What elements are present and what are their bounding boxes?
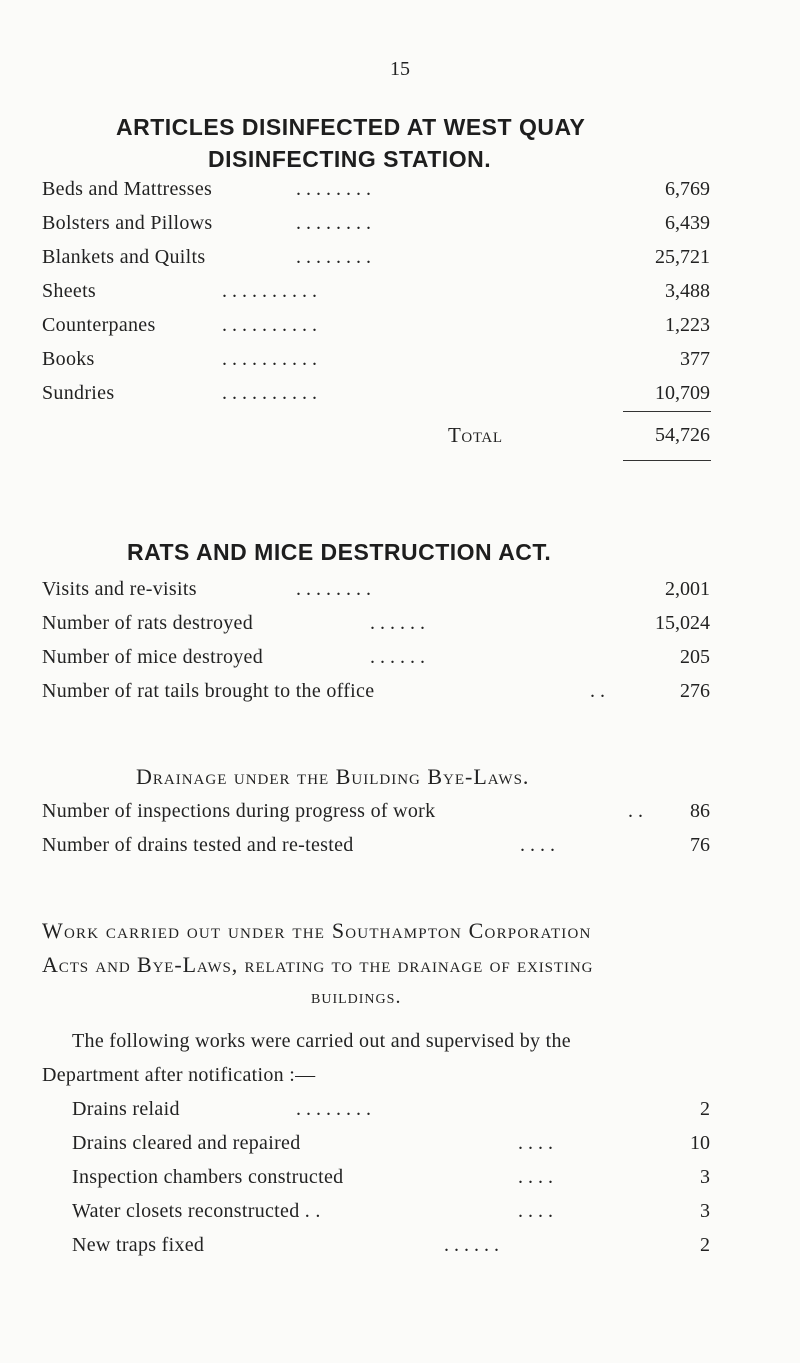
leader-dots: . . . . (520, 834, 555, 856)
section4-intro-line2: Department after notification :— (42, 1064, 316, 1086)
section4-row-label: Water closets reconstructed . . (72, 1200, 321, 1222)
section1-row-label: Bolsters and Pillows (42, 212, 213, 234)
leader-dots: . . . . . . (370, 612, 425, 634)
section1-row-label: Books (42, 348, 95, 370)
total-rule-bottom (623, 460, 711, 461)
total-label: Total (448, 423, 503, 447)
section4-row-value: 2 (700, 1098, 710, 1120)
leader-dots: . . . . . . . . (296, 212, 371, 234)
section4-row-value: 3 (700, 1166, 710, 1188)
section4-intro-line1: The following works were carried out and supervised by the (72, 1030, 571, 1052)
section3-row-value: 86 (690, 800, 710, 822)
leader-dots: . . (590, 680, 605, 702)
section4-row-label: New traps fixed (72, 1234, 205, 1256)
section2-row-label: Number of rat tails brought to the office (42, 680, 375, 702)
section1-row-label: Sheets (42, 280, 97, 302)
section3-row-label: Number of inspections during progress of work (42, 800, 436, 822)
section1-row-value: 377 (680, 348, 710, 370)
section2-row-label: Number of mice destroyed (42, 646, 264, 668)
section1-row-value: 6,439 (665, 212, 710, 234)
section2-row-value: 15,024 (655, 612, 710, 634)
section1-title-line2: DISINFECTING STATION. (208, 146, 492, 172)
page-number: 15 (390, 58, 410, 80)
section1-row-label: Sundries (42, 382, 115, 404)
section1-title-line1: ARTICLES DISINFECTED AT WEST QUAY (116, 114, 586, 140)
section4-row-value: 10 (690, 1132, 710, 1154)
section2-row-label: Number of rats destroyed (42, 612, 254, 634)
section2-row-value: 2,001 (665, 578, 710, 600)
total-rule-top (623, 411, 711, 412)
leader-dots: . . . . (518, 1132, 553, 1154)
section1-row-value: 25,721 (655, 246, 710, 268)
leader-dots: . . (628, 800, 643, 822)
section2-row-value: 276 (680, 680, 710, 702)
leader-dots: . . . . . . . . (296, 578, 371, 600)
section2-title: RATS AND MICE DESTRUCTION ACT. (127, 539, 552, 565)
total-value: 54,726 (655, 424, 710, 446)
section4-row-label: Inspection chambers constructed (72, 1166, 344, 1188)
section1-row-label: Blankets and Quilts (42, 246, 206, 268)
section4-row-label: Drains relaid (72, 1098, 180, 1120)
section4-row-label: Drains cleared and repaired (72, 1132, 301, 1154)
leader-dots: . . . . . . (370, 646, 425, 668)
section1-row-value: 3,488 (665, 280, 710, 302)
leader-dots: . . . . . . . . . . (222, 314, 317, 336)
section1-row-value: 10,709 (655, 382, 710, 404)
section1-row-label: Beds and Mattresses (42, 178, 213, 200)
section4-row-value: 2 (700, 1234, 710, 1256)
section3-row-label: Number of drains tested and re-tested (42, 834, 354, 856)
section1-row-value: 6,769 (665, 178, 710, 200)
section4-title-line1: Work carried out under the Southampton Corporation (42, 918, 592, 943)
section3-row-value: 76 (690, 834, 710, 856)
section1-row-label: Counterpanes (42, 314, 156, 336)
section4-title-line2: Acts and Bye-Laws, relating to the drainage of existing (42, 952, 594, 977)
leader-dots: . . . . . . . . . . (222, 280, 317, 302)
leader-dots: . . . . (518, 1166, 553, 1188)
leader-dots: . . . . . . . . . . (222, 382, 317, 404)
section1-row-value: 1,223 (665, 314, 710, 336)
leader-dots: . . . . . . . . (296, 1098, 371, 1120)
section4-title-line3: buildings. (311, 986, 402, 1008)
leader-dots: . . . . . . (444, 1234, 499, 1256)
section4-row-value: 3 (700, 1200, 710, 1222)
section2-row-label: Visits and re-visits (42, 578, 197, 600)
section3-title: Drainage under the Building Bye-Laws. (136, 764, 530, 789)
leader-dots: . . . . (518, 1200, 553, 1222)
section2-row-value: 205 (680, 646, 710, 668)
leader-dots: . . . . . . . . . . (222, 348, 317, 370)
leader-dots: . . . . . . . . (296, 178, 371, 200)
leader-dots: . . . . . . . . (296, 246, 371, 268)
